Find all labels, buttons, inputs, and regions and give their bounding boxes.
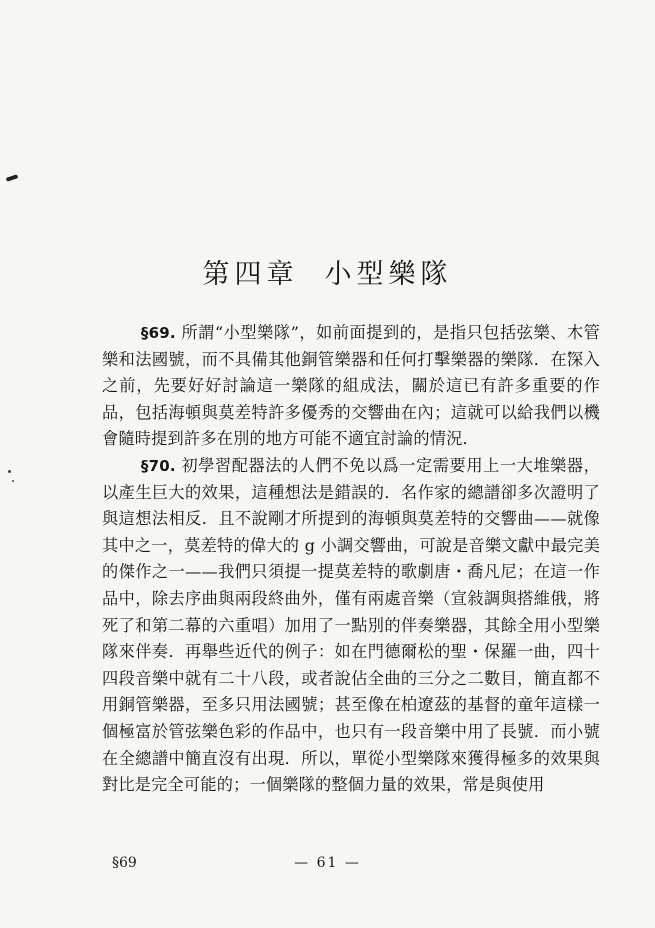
paragraph-text: 初學習配器法的人們不免以爲一定需要用上一大堆樂器，以產生巨大的效果，這種想法是錯誤的．名作家的總譜卻多次證明了與這想法相反．且不說剛才所提到的海頓與莫差特的交響曲——就像其中之一，莫差特的偉大的 g 小調交響曲，可說是音樂文獻中最完美的傑作之一——我們只須提一提莫差特的歌劇唐・喬凡尼；在這一作品中，除去序曲與兩段終曲外，僅有兩處音樂（宣敍調與搭維俄，將死了和第二幕的六重唱）加用了一點別的伴奏樂器，其餘全用小型樂隊來伴奏．再舉些近代的例子：如在門德爾松的聖・保羅一曲，四十四段音樂中就有二十八段，或者說佔全曲的三分之二數目，簡直都不用銅管樂器，至多只用法國號；甚至像在柏遼茲的基督的童年這樣一個極富於管弦樂色彩的作品中，也只有一段音樂中用了長號．而小號在全總譜中簡直沒有出現．所以，單從小型樂隊來獲得極多的效果與對比是完全可能的；一個樂隊的整個力量的效果，常是與使用 [102,455,600,795]
paragraph-70 [102,453,600,799]
chapter-number: 第四章 [202,259,299,290]
scan-speck [8,470,11,473]
chapter-name: 小型樂隊 [324,259,453,290]
scan-speck [12,480,14,482]
paragraph-69 [102,320,600,453]
paragraph-text: 所謂“小型樂隊”，如前面提到的，是指只包括弦樂、木管樂和法國號，而不具備其他銅管樂器和任何打擊樂器的樂隊．在深入之前，先要好好討論這一樂隊的組成法，關於這已有許多重要的作品，包括海頓與莫差特許多優秀的交響曲在內；這就可以給我們以機會隨時提到許多在別的地方可能不適宜討論的情況． [102,323,600,449]
page-number: — 61 — [294,855,361,871]
chapter-title [0,252,655,291]
section-number: §70. [140,456,176,475]
section-number: §69. [140,324,176,342]
footer-section-ref: §69 [112,855,137,871]
scan-mark [6,174,19,182]
page-footer [0,855,655,877]
body-text [102,320,600,799]
